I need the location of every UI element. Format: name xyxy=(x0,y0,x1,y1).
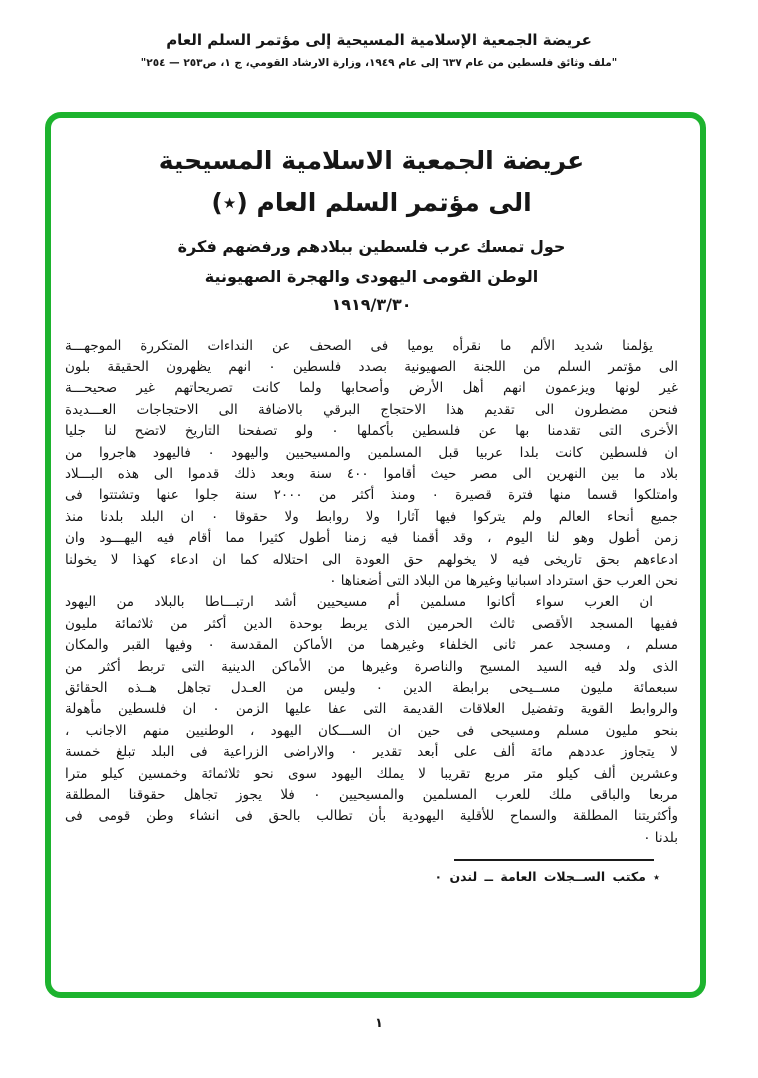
text-line: والروابط القوية وتفضيل العلاقات القديمة التى عفا عليها الزمن ٠ ان فلسطين مأهولة xyxy=(65,701,679,718)
text-line: الى مؤتمر السلم من اللجنة الصهيونية بصدد فلسطين ٠ انهم يظهرون الحقيقة بلون xyxy=(65,358,678,375)
doc-title-line2: الى مؤتمر السلم العام (٭) xyxy=(211,187,532,217)
text-line: الذى ولد فيه السيد المسيح والناصرة وغيرها من الأماكن الدينية التى تربط أكثر من xyxy=(65,658,678,675)
paragraph-1 xyxy=(65,336,678,593)
text-line: ادعاءهم بحق تاريخى فيه لا يخولهم حق العودة الى احتلاله كما ان ادعاء كهذا لا يخولنا xyxy=(65,551,678,568)
text-line: وعشرين ألف كيلو متر مربع تقريبا لا يملك اليهود سوى نحو ثلاثمائة وخمسين كيلو مترا xyxy=(65,765,678,782)
text-line: مربعا والباقى ملك للعرب المسلمين والمسيحيين ٠ فلا يجوز تجاهل حقوقنا المطلقة xyxy=(65,787,678,804)
text-line: وأكثريتنا المطلقة والسماح للأقلية اليهودية بأن تطالب بالحق فى انشاء وطن قومى فى xyxy=(65,808,678,825)
page-number: ١ xyxy=(375,1016,383,1031)
header-source-citation: "ملف وثائق فلسطين من عام ٦٣٧ إلى عام ١٩٤٩، وزارة الارشاد القومي، ج ١، ص٢٥٣ — ٢٥٤" xyxy=(140,57,618,69)
paragraph-2 xyxy=(65,592,678,849)
footnote-text: ٭ مكتب الســجلات العامة ــ لندن ٠ xyxy=(434,869,660,885)
text-line: ان العرب سواء أكانوا مسلمين أم مسيحيين أشد ارتبـــاطا بالبلاد من اليهود xyxy=(65,594,653,611)
document-frame xyxy=(45,112,706,998)
text-line: ففيها المسجد الأقصى ثالث الحرمين الذى يربط بوحدة الدين أكثر من ثلاثمائة مليون xyxy=(65,615,678,632)
text-line: الأخرى التى تقدمنا بها عن فلسطين بأكملها ٠ ولو تصفحنا التاريخ لاتضح لنا جليا xyxy=(65,423,678,440)
text-line: جميع أنحاء العالم ولم يتركوا فيها آثارا ولا روابط ولا حقوقا ٠ ان البلد بلدنا منذ xyxy=(65,508,678,525)
doc-date: ١٩١٩/٣/٣٠ xyxy=(331,294,412,314)
footnote-divider xyxy=(454,859,654,861)
text-line: بنحو مليون مسلم ومسيحى فى حين ان الســـكان اليهود ، الوطنيين منهم الاجانب ، xyxy=(65,722,678,739)
text-line: بلدنا ٠ xyxy=(643,829,678,846)
text-line: زمن أطول وهو لنا اليوم ، وقد أقمنا فيه زمنا أطول كثيرا مما أقام فيه اليهـــود وان xyxy=(65,530,678,547)
text-line: نحن العرب حق استرداد اسبانيا وغيرها من البلاد التى أضعناها ٠ xyxy=(329,572,678,589)
text-line: غير لونها ويزعمون انهم أهل الأرض وأصحابها ولما كانت تصريحاتهم غير صحيحـــة xyxy=(65,380,678,397)
text-line: وامتلكوا قسما منها فترة قصيرة ٠ ومنذ أكثر من ٢٠٠٠ سنة جلوا عنها وتشتتوا فى xyxy=(65,487,678,504)
doc-subtitle-line2: الوطن القومى اليهودى والهجرة الصهيونية xyxy=(204,266,539,286)
doc-title-line1: عريضة الجمعية الاسلامية المسيحية xyxy=(158,146,585,175)
header-title: عريضة الجمعية الإسلامية المسيحية إلى مؤتمر السلم العام xyxy=(166,31,592,49)
text-line: مسلم ، ومسجد عمر ثانى الخلفاء وغيرهما من الأماكن المقدسة ٠ وفيها القبر والمكان xyxy=(65,637,678,654)
text-line: يؤلمنا شديد الألم ما نقرأه يوميا فى الصحف عن النداءات المتكررة الموجهـــة xyxy=(65,337,653,354)
text-line: لا يتجاوز عددهم مائة ألف على أبعد تقدير ٠ والاراضى الزراعية فى البلد تبلغ خمسة xyxy=(65,744,678,761)
doc-subtitle-line1: حول تمسك عرب فلسطين ببلادهم ورفضهم فكرة xyxy=(177,236,566,256)
text-line: سبعمائة مليون مســيحى برابطة الدين ٠ وليس من العـدل تجاهل هــذه الحقائق xyxy=(65,680,678,696)
text-line: ان فلسطين كانت بلدا عربيا قبل المسلمين والمسيحيين واليهود ٠ فاليهود هاجروا من xyxy=(65,444,678,461)
text-line: بلاد ما بين النهرين الى مصر حيث أقاموا ٤٠٠ سنة وبعد ذلك قدموا الى هذه البـــلاد xyxy=(65,465,678,482)
page-header xyxy=(0,0,758,69)
text-line: فنحن مضطرون الى تقديم هذا الاحتجاج البرقي بالاضافة الى الاحتجاجات العـــديدة xyxy=(65,401,678,418)
